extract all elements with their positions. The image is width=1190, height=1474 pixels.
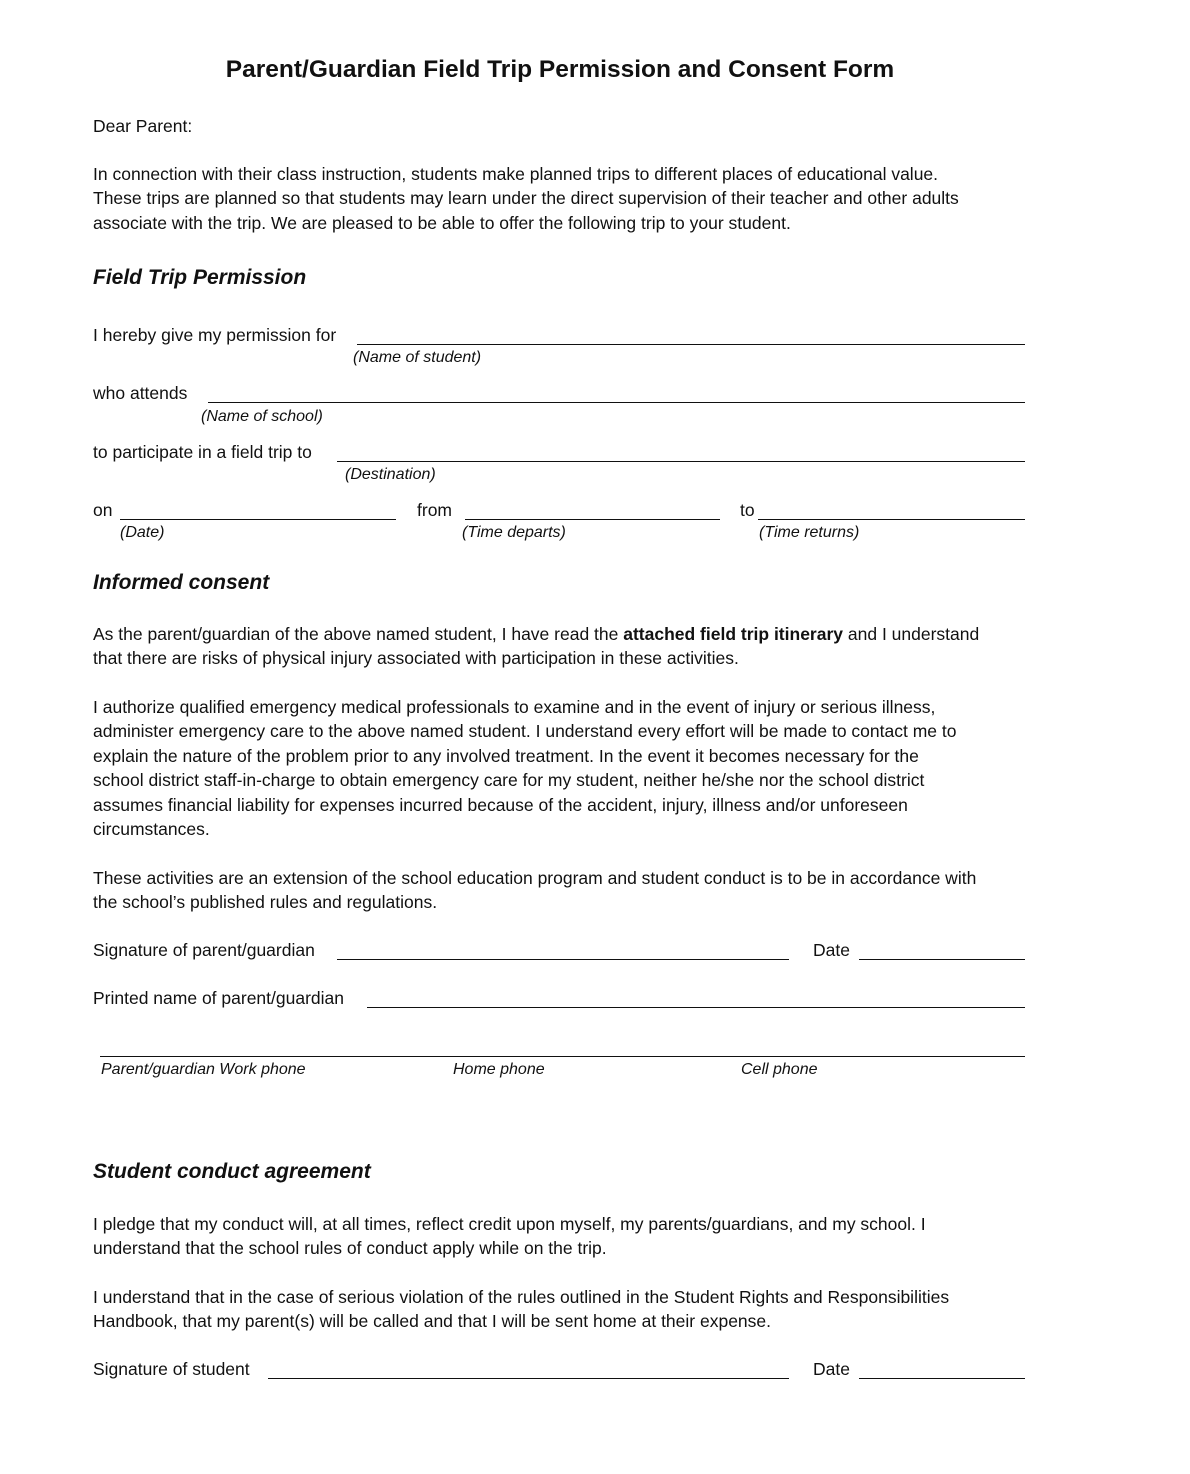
date-field[interactable]: [120, 519, 396, 520]
destination-caption: (Destination): [345, 466, 436, 483]
work-phone-caption: Parent/guardian Work phone: [101, 1061, 306, 1078]
consent-line: that there are risks of physical injury associated with participation in these activities.: [93, 648, 739, 669]
student-signature-field[interactable]: [268, 1378, 789, 1379]
home-phone-caption: Home phone: [453, 1061, 545, 1078]
consent-line: These activities are an extension of the school education program and student conduct is to be in accordance with: [93, 868, 977, 888]
conduct-line: Handbook, that my parent(s) will be called and that I will be sent home at their expense.: [93, 1311, 772, 1332]
section-heading-permission: Field Trip Permission: [93, 266, 307, 289]
greeting: Dear Parent:: [93, 116, 193, 136]
printed-name-field[interactable]: [367, 1007, 1025, 1008]
intro-paragraph: [93, 162, 1033, 235]
student-date-field[interactable]: [859, 1378, 1025, 1379]
consent-paragraph-1: [93, 622, 1033, 671]
consent-line: school district staff-in-charge to obtain emergency care for my student, neither he/she nor the school district: [93, 770, 925, 791]
student-name-caption: (Name of student): [353, 349, 482, 366]
section-heading-conduct: Student conduct agreement: [93, 1160, 371, 1183]
conduct-paragraph-1: [93, 1212, 1033, 1261]
destination-field[interactable]: [337, 461, 1025, 462]
parent-signature-label: Signature of parent/guardian: [93, 940, 315, 960]
intro-line: associate with the trip. We are pleased to be able to offer the following trip to your student.: [93, 212, 791, 233]
intro-line: These trips are planned so that students may learn under the direct supervision of their teacher and other adults: [93, 188, 959, 209]
consent-line: explain the nature of the problem prior to any involved treatment. In the event it becomes necessary for the: [93, 745, 919, 766]
parent-date-field[interactable]: [859, 959, 1025, 960]
parent-signature-field[interactable]: [337, 959, 789, 960]
time-departs-caption: (Time departs): [462, 524, 566, 541]
consent-line: assumes financial liability for expenses incurred because of the accident, injury, illness and/or unforeseen: [93, 794, 908, 815]
consent-line: I authorize qualified emergency medical professionals to examine and in the event of injury or serious illness,: [93, 697, 936, 717]
time-departs-field[interactable]: [465, 519, 720, 520]
conduct-line: understand that the school rules of conduct apply while on the trip.: [93, 1238, 607, 1259]
intro-line: In connection with their class instruction, students make planned trips to different places of educational value.: [93, 164, 939, 184]
from-label: from: [417, 500, 452, 520]
student-name-field[interactable]: [357, 344, 1025, 345]
student-signature-label: Signature of student: [93, 1359, 250, 1379]
conduct-line: I understand that in the case of serious violation of the rules outlined in the Student Rights and Responsibilities: [93, 1287, 950, 1307]
on-label: on: [93, 500, 113, 520]
school-label: who attends: [93, 383, 188, 403]
section-heading-consent: Informed consent: [93, 571, 270, 594]
printed-name-label: Printed name of parent/guardian: [93, 988, 344, 1008]
itinerary-emphasis: attached field trip itinerary: [623, 624, 844, 644]
page-title: Parent/Guardian Field Trip Permission and Consent Form: [225, 56, 895, 83]
conduct-line: I pledge that my conduct will, at all times, reflect credit upon myself, my parents/guardians, and my school. I: [93, 1214, 926, 1234]
consent-text: and I understand: [843, 624, 980, 644]
student-name-label: I hereby give my permission for: [93, 325, 337, 345]
phone-numbers-field[interactable]: [100, 1056, 1025, 1057]
consent-paragraph-3: [93, 866, 1033, 915]
consent-line: the school’s published rules and regulations.: [93, 892, 438, 913]
date-caption: (Date): [120, 524, 165, 541]
consent-line: [93, 622, 1033, 646]
consent-text: As the parent/guardian of the above named student, I have read the: [93, 624, 624, 644]
parent-date-label: Date: [813, 940, 850, 960]
time-returns-field[interactable]: [758, 519, 1025, 520]
consent-line: administer emergency care to the above named student. I understand every effort will be made to contact me to: [93, 721, 957, 742]
cell-phone-caption: Cell phone: [741, 1061, 818, 1078]
conduct-paragraph-2: [93, 1285, 1033, 1334]
consent-line: circumstances.: [93, 819, 210, 840]
consent-paragraph-2: [93, 695, 1033, 841]
to-label: to: [740, 500, 755, 520]
student-date-label: Date: [813, 1359, 850, 1379]
destination-label: to participate in a field trip to: [93, 442, 312, 462]
school-name-field[interactable]: [208, 402, 1025, 403]
school-name-caption: (Name of school): [201, 408, 323, 425]
time-returns-caption: (Time returns): [759, 524, 860, 541]
